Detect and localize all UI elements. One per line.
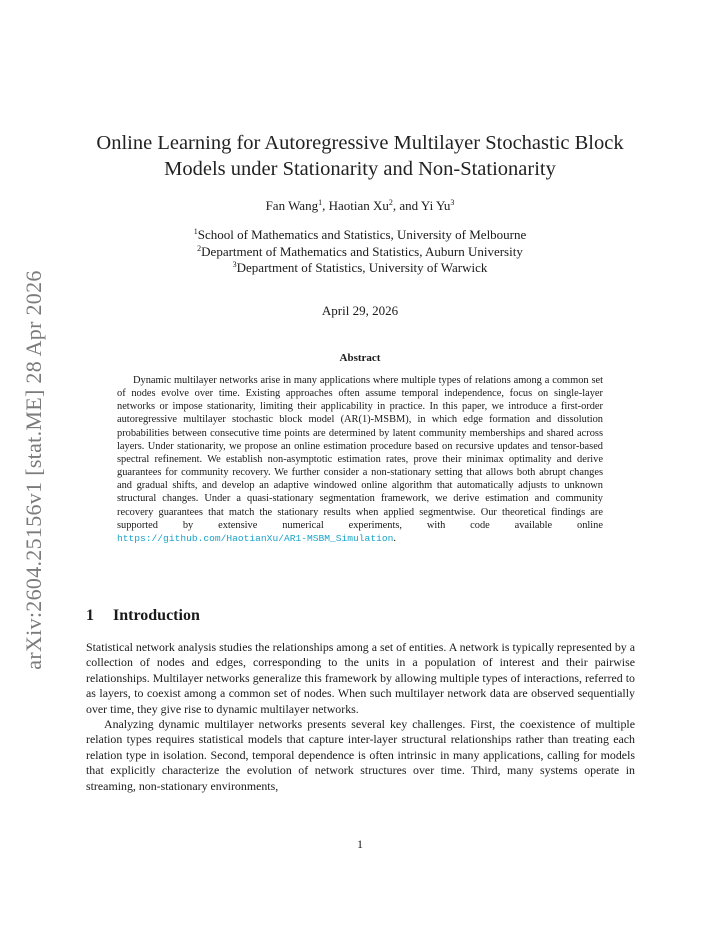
affil-text: Department of Statistics, University of Warwick bbox=[236, 260, 488, 275]
section-heading bbox=[86, 607, 200, 625]
affil-text: School of Mathematics and Statistics, University of Melbourne bbox=[197, 227, 527, 242]
abstract-body bbox=[117, 374, 603, 545]
affiliation-list bbox=[0, 227, 720, 277]
arxiv-stamp-text: arXiv:2604.25156v1 [stat.ME] 28 Apr 2026 bbox=[21, 270, 46, 670]
author-name: Haotian Xu bbox=[328, 198, 389, 213]
author-affil-mark: 1 bbox=[318, 198, 323, 207]
author-list bbox=[0, 198, 720, 214]
section-title: Introduction bbox=[113, 607, 200, 624]
affiliation bbox=[0, 244, 720, 261]
affiliation bbox=[0, 227, 720, 244]
affiliation bbox=[0, 260, 720, 277]
section-number: 1 bbox=[86, 607, 94, 624]
abstract-text: Dynamic multilayer networks arise in many applications where multiple types of relations among a common set of nodes evolve over time. Existing approaches often assume temporal independence, focus on single-layer networks or impose stationarity, limiting their applicability in practice. In this paper, we introduce a first-order autoregressive multilayer stochastic block model (AR(1)-MSBM), in which edge formation and dissolution probabilities between consecutive time points are determined by latent community memberships and shared across layers. Under stationarity, we propose an online estimation procedure based on recursive updates and tensor-based spectral refinement. We establish non-asymptotic estimation rates, prove their minimax optimality and derive guarantees for community recovery. We further consider a non-stationary setting that allows both abrupt changes and gradual shifts, and develop an adaptive windowed online algorithm that automatically adjusts to unknown structural changes. Under a quasi-stationary segmentation framework, we derive estimation and community recovery guarantees that match the stationary results when applied segmentwise. Our theoretical findings are supported by extensive numerical experiments, with code available online bbox=[117, 375, 603, 531]
author-name: Fan Wang bbox=[265, 198, 319, 213]
affil-text: Department of Mathematics and Statistics, Auburn University bbox=[201, 243, 523, 259]
title-line-1: Online Learning for Autoregressive Multilayer Stochastic Block bbox=[96, 132, 624, 154]
paper-title bbox=[0, 130, 720, 182]
affil-mark: 3 bbox=[232, 260, 237, 269]
paragraph: Analyzing dynamic multilayer networks presents several key challenges. First, the coexistence of multiple relation types requires statistical models that capture inter-layer structural relationships rather than treating each relation type in isolation. Second, temporal dependence is often intrinsic in many applications, calling for models that explicitly characterize the evolution of network structures over time. Third, many systems operate in streaming, non-stationary environments, bbox=[86, 717, 635, 793]
abstract-end: . bbox=[393, 532, 396, 544]
page-number: 1 bbox=[357, 837, 363, 851]
author-separator: , and bbox=[392, 198, 421, 213]
paragraph: Statistical network analysis studies the relationships among a set of entities. A network is typically represented by a collection of nodes and edges, corresponding to the units in a population of interest and their pairwise relationships. Multilayer networks generalize this framework by allowing multiple types of interactions, referred to as layers, to coexist among a common set of nodes. When such multilayer network data are observed sequentially over time, they give rise to dynamic multilayer networks. bbox=[86, 640, 635, 716]
paper-date: April 29, 2026 bbox=[321, 303, 399, 318]
author-separator: , bbox=[322, 198, 329, 213]
abstract-heading: Abstract bbox=[339, 352, 381, 364]
section-body bbox=[86, 640, 635, 794]
author-affil-mark: 3 bbox=[450, 198, 455, 207]
affil-mark: 2 bbox=[197, 243, 202, 253]
code-link[interactable]: https://github.com/HaotianXu/AR1-MSBM_Simulation bbox=[117, 532, 394, 544]
author-name: Yi Yu bbox=[420, 198, 451, 213]
author-affil-mark: 2 bbox=[388, 198, 393, 207]
title-line-2: Models under Stationarity and Non-Stationarity bbox=[164, 158, 556, 180]
affil-mark: 1 bbox=[193, 227, 198, 236]
